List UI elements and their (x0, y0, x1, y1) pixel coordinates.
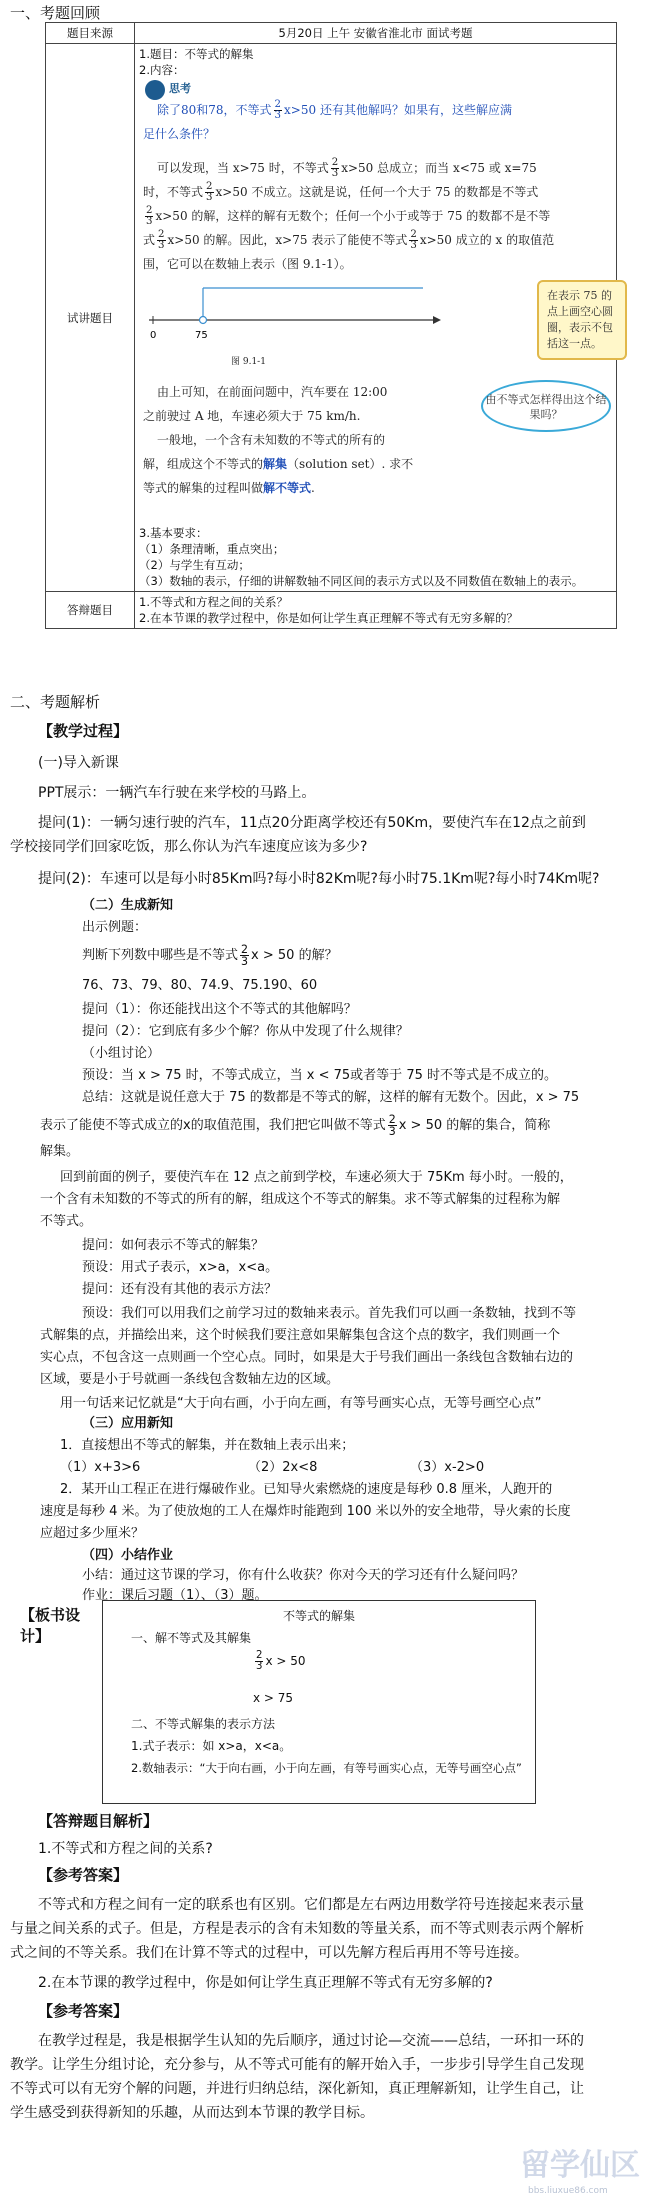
apply-2-cont: 应超过多少厘米？ (40, 1526, 145, 1541)
axis-label-zero: 0 (150, 330, 157, 341)
apply-1a: （1）x+3>6 (60, 1460, 141, 1475)
requirement-item: （3）数轴的表示，仔细的讲解数轴不同区间的表示方式以及不同数值在数轴上的表示。 (139, 574, 584, 588)
apply-1: 1．直接想出不等式的解集，并在数轴上表示出来； (60, 1438, 355, 1453)
content-label: 2.内容： (139, 63, 185, 77)
axis-arrow (433, 316, 441, 324)
requirements-label: 3.基本要求： (139, 526, 208, 540)
number-line-figure (143, 280, 443, 350)
part4-heading: （四）小结作业 (82, 1548, 174, 1563)
apply-1b: （2）2x<8 (248, 1460, 318, 1475)
source-label: 题目来源 (46, 23, 135, 44)
answer-heading: 【答辩题目解析】 (38, 1812, 159, 1830)
qa-item: 1.不等式和方程之间的关系？ (139, 595, 288, 609)
reference-label: 【参考答案】 (38, 2002, 129, 2020)
preset-3-cont: 实心点，不包含这一点则画一个空心点。同时，如果是大于号我们画出一条线包含数轴右边的 (40, 1350, 574, 1365)
ask-4: 提问：还有没有其他的表示方法？ (82, 1282, 278, 1297)
preset-3-cont: 式解集的点，并描绘出来，这个时候我们要注意如果解集包含这个点的数字，我们则画一个 (40, 1328, 561, 1343)
think-title: 思考 (169, 82, 191, 95)
board-heading-2: 二、不等式解集的表示方法 (131, 1717, 276, 1731)
answer-question-1: 1.不等式和方程之间的关系? (38, 1841, 213, 1857)
preset-1: 预设：当 x > 75 时，不等式成立，当 x < 75或者等于 75 时不等式是不成立的。 (82, 1068, 557, 1083)
think-logo-icon (145, 80, 165, 100)
answer-2-cont: 学生感受到获得新知的乐趣，从而达到本节课的教学目标。 (10, 2105, 374, 2121)
ask-3: 提问：如何表示不等式的解集？ (82, 1238, 265, 1253)
apply-2-cont: 速度是每秒 4 米。为了使放炮的工人在爆炸时能跑到 100 米以外的安全地带，导火索的长度 (40, 1504, 571, 1519)
example-label: 出示例题： (82, 920, 148, 935)
lecture-cell (135, 44, 617, 592)
answer-question-2: 2.在本节课的教学过程中，你是如何让学生真正理解不等式有无穷多解的? (38, 1975, 493, 1991)
group-discussion: （小组讨论） (82, 1046, 161, 1061)
body-line: 等式的解集的过程叫做解不等式. (143, 481, 315, 495)
requirement-item: （1）条理清晰，重点突出； (139, 542, 285, 556)
think-question: 除了80和78，不等式 $\frac{2}{3}$ x>50 还有其他解吗？如果有，这些解应满 (157, 99, 512, 122)
question-1: 提问(1)：一辆匀速行驶的汽车，11点20分距离学校还有50Km，要使汽车在12点之前到 (38, 815, 586, 831)
example-question: 判断下列数中哪些是不等式 $\frac{2}{3}$ x > 50 的解？ (82, 943, 338, 969)
board-inequality-2: x > 75 (253, 1691, 294, 1705)
summary-1: 总结：这就是说任意大于 75 的数都是不等式的解，这样的解有无数个。因此，x > 75 (82, 1090, 580, 1105)
section-title-review: 一、考题回顾 (10, 4, 101, 22)
body-line: 解，组成这个不等式的解集（solution set）. 求不 (143, 457, 414, 471)
summary-line: 小结：通过这节课的学习，你有什么收获？你对今天的学习还有什么疑问吗？ (82, 1568, 525, 1583)
body-line: 一般地，一个含有未知数的不等式的所有的 (157, 433, 386, 447)
board-heading-1: 一、解不等式及其解集 (131, 1631, 252, 1645)
answer-2-cont: 不等式可以有无穷个解的问题，并进行归纳总结，深化新知，真正理解新知，让学生自己，让 (10, 2081, 584, 2097)
answer-2: 在教学过程是，我是根据学生认知的先后顺序，通过讨论—交流——总结，一环扣一环的 (38, 2033, 584, 2049)
summary-2: 表示了能使不等式成立的x的取值范围，我们把它叫做不等式 $\frac{2}{3}$ x > 50 的解的集合，简称 (40, 1113, 551, 1139)
part1-heading: (一)导入新课 (38, 755, 119, 771)
back-1: 回到前面的例子，要使汽车在 12 点之前到学校，车速必须大于 75Km 每小时。一般的， (60, 1170, 573, 1185)
process-heading: 【教学过程】 (38, 722, 129, 740)
ask-1: 提问（1）：你还能找出这个不等式的其他解吗？ (82, 1002, 357, 1017)
body-line: 围，它可以在数轴上表示（图 9.1-1）。 (143, 257, 352, 271)
answer-2-cont: 教学。让学生分组讨论，充分参与，从不等式可能有的解开始入手，一步步引导学生自己发现 (10, 2057, 584, 2073)
note-bubble: 在表示 75 的点上画空心圆圈，表示不包括这一点。 (537, 280, 627, 360)
body-line: $\frac{2}{3}$ x>50 的解，这样的解有无数个；任何一个小于或等于 75 的数都不是不等 (146, 205, 551, 228)
ask-2: 提问（2）：它到底有多少个解？你从中发现了什么规律？ (82, 1024, 409, 1039)
reference-label: 【参考答案】 (38, 1866, 129, 1884)
board-inequality: $\frac{2}{3}$ x > 50 (256, 1650, 306, 1673)
qa-cell (135, 592, 617, 629)
answer-1-cont: 式之间的不等关系。我们在计算不等式的过程中，可以先解方程后再用不等号连接。 (10, 1945, 528, 1961)
ppt-line: PPT展示：一辆汽车行驶在来学校的马路上。 (38, 785, 316, 801)
mnemonic: 用一句话来记忆就是“大于向右画，小于向左画，有等号画实心点，无等号画空心点” (60, 1396, 542, 1411)
preset-2: 预设：用式子表示，x>a，x<a。 (82, 1260, 279, 1275)
back-3: 不等式。 (40, 1214, 93, 1229)
board-method-1: 1.式子表示：如 x>a，x<a。 (131, 1739, 292, 1753)
figure-caption: 图 9.1-1 (231, 357, 266, 367)
board-title: 不等式的解集 (282, 1609, 355, 1623)
body-line: 式 $\frac{2}{3}$ x>50 的解。因此，x>75 表示了能使不等式 $\frac{2}{3}$ x>50 成立的 x 的取值范 (143, 229, 555, 252)
question-1-cont: 学校接同学们回家吃饭，那么你认为汽车速度应该为多少? (10, 839, 368, 855)
back-2: 一个含有未知数的不等式的所有的解，组成这个不等式的解集。求不等式解集的过程称为解 (40, 1192, 561, 1207)
body-line: 可以发现，当 x>75 时，不等式 $\frac{2}{3}$ x>50 总成立；而当 x<75 或 x=75 (157, 157, 537, 180)
answer-1-cont: 与量之间关系的式子。但是，方程是表示的含有未知数的等量关系，而不等式则表示两个解析 (10, 1921, 584, 1937)
apply-2: 2．某开山工程正在进行爆破作业。已知导火索燃烧的速度是每秒 0.8 厘米，人跑开的 (60, 1480, 552, 1500)
think-question-cont: 足什么条件？ (143, 127, 216, 141)
section-title-analysis: 二、考题解析 (10, 693, 101, 711)
preset-3-cont: 区域，要是小于号就画一条线包含数轴左边的区域。 (40, 1372, 340, 1387)
body-line: 时，不等式 $\frac{2}{3}$ x>50 不成立。这就是说，任何一个大于 75 的数都是不等式 (143, 181, 539, 204)
preset-3: 预设：我们可以用我们之前学习过的数轴来表示。首先我们可以画一条数轴，找到不等 (82, 1306, 577, 1321)
question-2: 提问(2)：车速可以是每小时85Km吗?每小时82Km呢?每小时75.1Km呢?每小时74Km呢? (38, 871, 600, 887)
board-design (102, 1600, 536, 1804)
summary-3: 解集。 (40, 1144, 80, 1159)
answer-1: 不等式和方程之间有一定的联系也有区别。它们都是左右两边用数学符号连接起来表示量 (38, 1897, 584, 1913)
body-line: 由上可知，在前面问题中，汽车要在 12:00 (157, 385, 388, 399)
watermark-url: bbs.liuxue86.com (528, 2186, 608, 2196)
apply-1c: （3）x-2>0 (410, 1460, 485, 1475)
part3-heading: （三）应用新知 (82, 1416, 174, 1431)
homework-line: 作业：课后习题（1）、（3）题。 (82, 1588, 268, 1603)
textbook-excerpt (139, 80, 612, 525)
question-oval: 由不等式怎样得出这个结果吗？ (481, 380, 611, 432)
table-row (46, 592, 617, 629)
hollow-point (200, 317, 207, 324)
topic-line: 1.题目：不等式的解集 (139, 47, 254, 61)
qa-item: 2.在本节课的教学过程中，你是如何让学生真正理解不等式有无穷多解的？ (139, 611, 518, 625)
example-numbers: 76、73、79、80、74.9、75.190、60 (82, 978, 318, 993)
board-heading-label: 【板书设计】 (20, 1606, 81, 1645)
axis-label-75: 75 (195, 330, 208, 341)
watermark-logo: 留学仙区 (520, 2148, 640, 2183)
lecture-label: 试讲题目 (46, 44, 135, 592)
review-table (45, 22, 617, 629)
source-value: 5月20日 上午 安徽省淮北市 面试考题 (135, 23, 617, 44)
body-line: 之前驶过 A 地，车速必须大于 75 km/h. (143, 409, 361, 423)
table-row (46, 44, 617, 592)
part2-heading: （二）生成新知 (82, 898, 174, 913)
qa-label: 答辩题目 (46, 592, 135, 629)
table-row (46, 23, 617, 44)
requirement-item: （2）与学生有互动； (139, 558, 250, 572)
board-method-2: 2.数轴表示：“大于向右画，小于向左画，有等号画实心点，无等号画空心点” (131, 1761, 522, 1775)
